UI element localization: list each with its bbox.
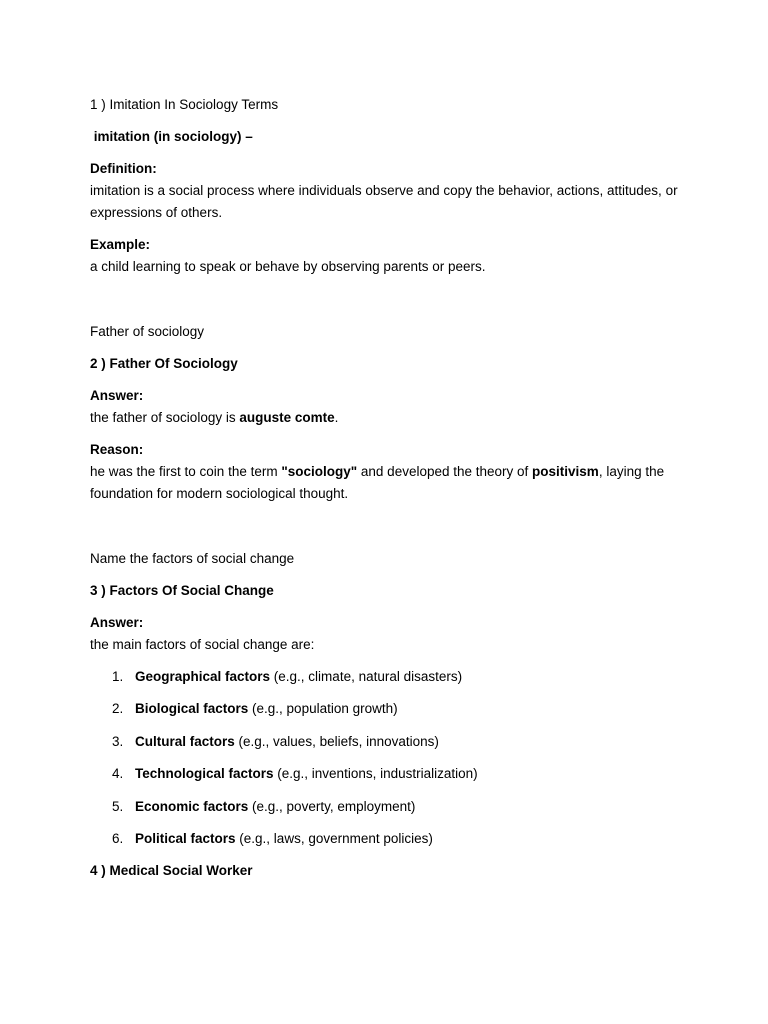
list-item: [90, 828, 690, 850]
reason-text: [90, 461, 690, 505]
section3-answer-label-text: Answer:: [90, 615, 144, 630]
section1-term-text: imitation (in sociology) –: [90, 129, 253, 144]
factor-detail: (e.g., laws, government policies): [235, 830, 433, 846]
reason-part2: and developed the theory of: [357, 464, 533, 479]
answer-prefix: the father of sociology is: [90, 410, 240, 425]
reason-label: [90, 439, 690, 461]
section2-heading-text: 2 ) Father Of Sociology: [90, 356, 238, 371]
factor-detail: (e.g., poverty, employment): [248, 798, 416, 814]
answer-text: [90, 407, 690, 429]
factors-list: [90, 666, 690, 850]
factor-name: Technological factors: [135, 766, 274, 782]
list-item: [90, 731, 690, 753]
section1-term: [90, 126, 690, 148]
factor-detail: (e.g., population growth): [248, 701, 398, 717]
example-label: [90, 234, 690, 256]
factor-detail: (e.g., climate, natural disasters): [270, 669, 463, 684]
list-item-number: 4.: [112, 766, 124, 782]
list-item-number: 3.: [112, 733, 124, 749]
section1-heading: 1 ) Imitation In Sociology Terms: [90, 97, 279, 112]
factor-name: Economic factors: [135, 798, 249, 814]
factor-name: Political factors: [135, 830, 236, 846]
reason-part3: , laying the foundation for modern sociological thought.: [90, 464, 665, 501]
section3-answer-intro: the main factors of social change are:: [90, 637, 315, 652]
definition-label: [90, 158, 690, 180]
answer-label: [90, 385, 690, 407]
reason-part1: he was the first to coin the term: [90, 464, 282, 479]
example-label-text: Example:: [90, 237, 151, 252]
factor-detail: (e.g., values, beliefs, innovations): [234, 733, 439, 749]
list-item: [90, 666, 690, 688]
section4-heading-text: 4 ) Medical Social Worker: [90, 863, 253, 879]
list-item: [90, 698, 690, 720]
document-page: [90, 94, 690, 882]
list-item-number: 1.: [112, 669, 124, 684]
list-item-number: 2.: [112, 701, 124, 717]
section3-heading: [90, 580, 690, 602]
section3-prompt: Name the factors of social change: [90, 551, 295, 566]
answer-label-text: Answer:: [90, 388, 144, 403]
reason-term: "sociology": [281, 464, 358, 479]
reason-theory: positivism: [532, 464, 599, 479]
section4-heading: [90, 860, 690, 882]
definition-text: imitation is a social process where individuals observe and copy the behavior, actions, attitudes, or expressions of others.: [90, 183, 678, 220]
section3-heading-text: 3 ) Factors Of Social Change: [90, 583, 274, 598]
answer-suffix: .: [334, 410, 339, 425]
factor-name: Geographical factors: [135, 669, 271, 684]
list-item-number: 5.: [112, 798, 124, 814]
example-text: a child learning to speak or behave by observing parents or peers.: [90, 259, 486, 274]
list-item-number: 6.: [112, 830, 124, 846]
factor-detail: (e.g., inventions, industrialization): [273, 766, 478, 782]
section3-answer-label: [90, 612, 690, 634]
reason-label-text: Reason:: [90, 442, 144, 457]
section2-heading: [90, 353, 690, 375]
list-item: [90, 763, 690, 785]
answer-name: auguste comte: [239, 410, 335, 425]
factor-name: Cultural factors: [135, 733, 235, 749]
section2-prompt: Father of sociology: [90, 324, 205, 339]
factor-name: Biological factors: [135, 701, 249, 717]
definition-label-text: Definition:: [90, 161, 157, 176]
list-item: [90, 796, 690, 818]
